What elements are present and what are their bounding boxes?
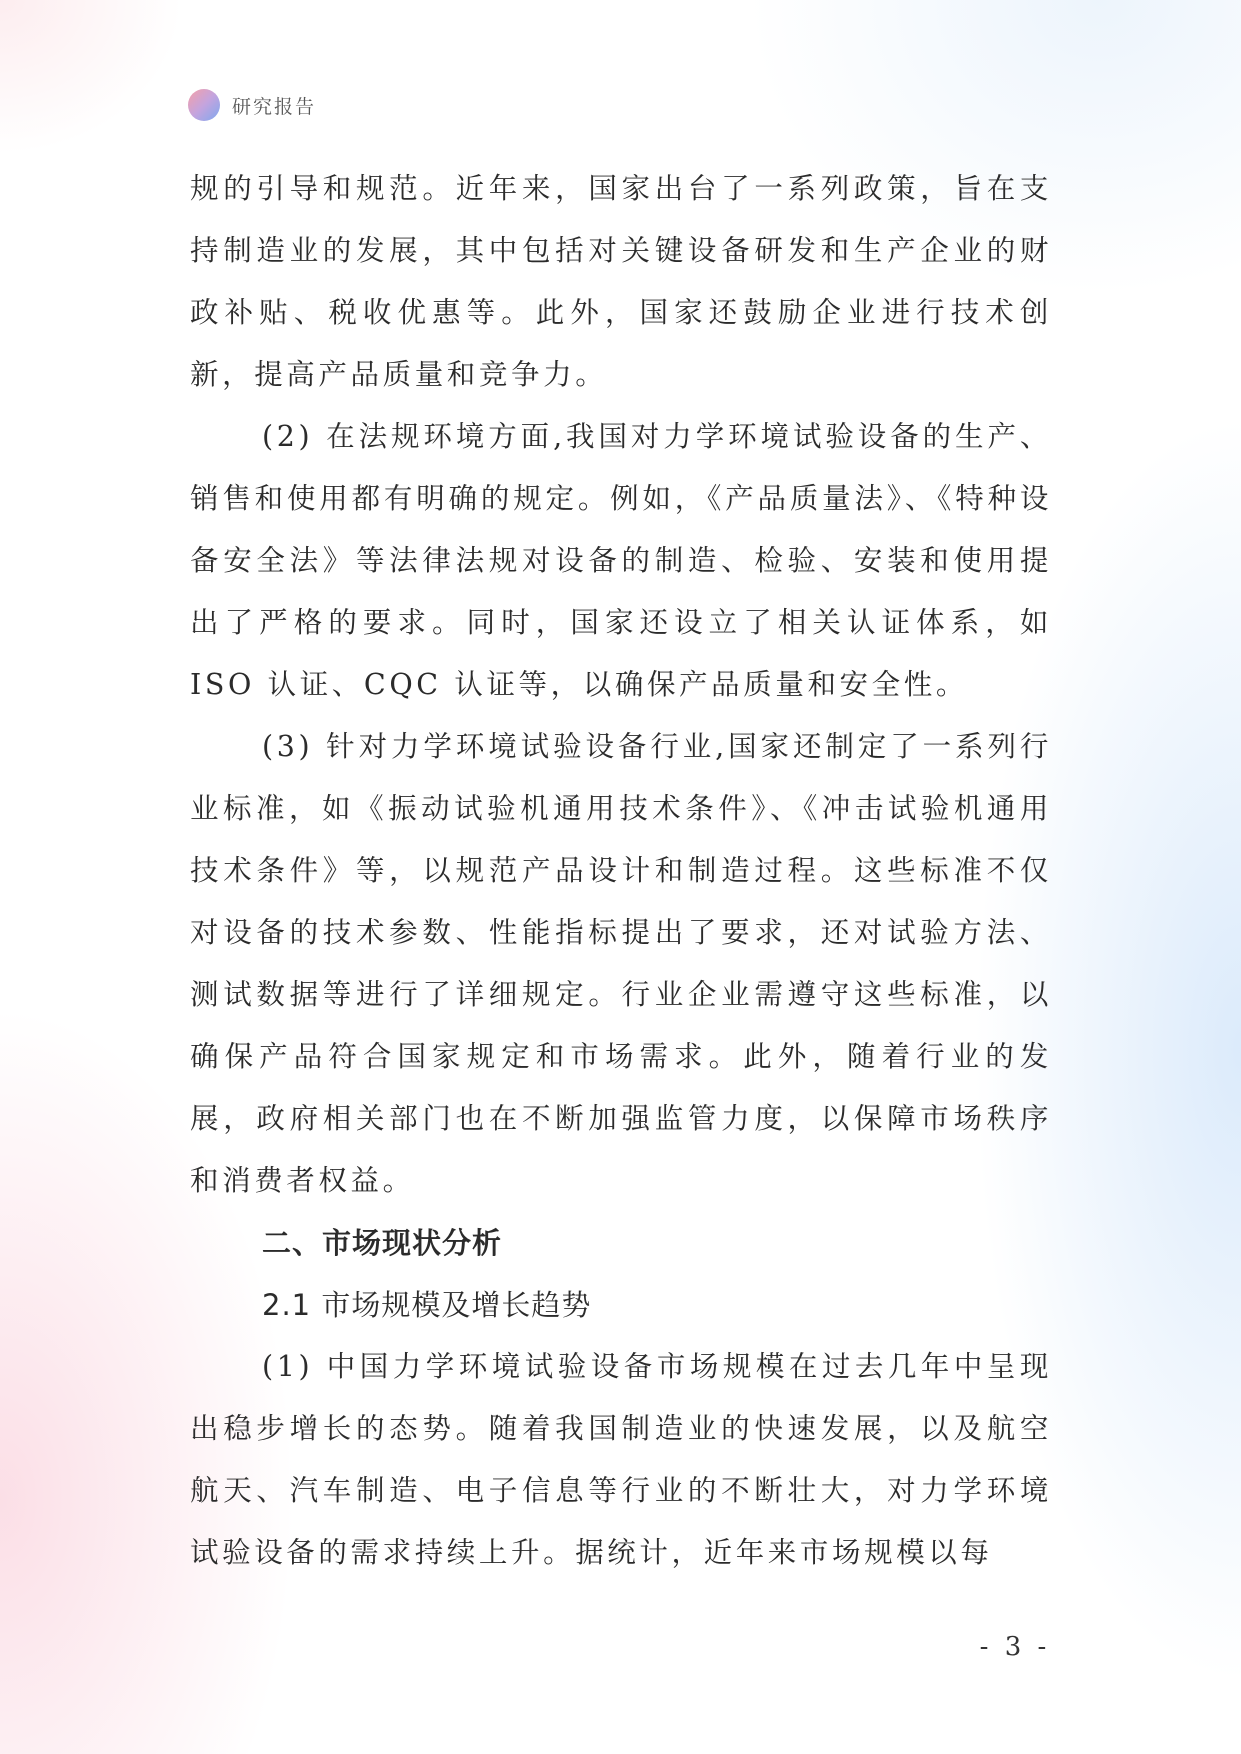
report-logo-icon <box>188 89 220 121</box>
page-number: - 3 - <box>979 1632 1051 1662</box>
body-paragraph: (1) 中国力学环境试验设备市场规模在过去几年中呈现出稳步增长的态势。随着我国制造业的快速发展，以及航空航天、汽车制造、电子信息等行业的不断壮大，对力学环境试验设备的需求持续上升。据统计，近年来市场规模以每 <box>190 1350 1052 1569</box>
body-paragraph: (2) 在法规环境方面,我国对力学环境试验设备的生产、销售和使用都有明确的规定。例如，《产品质量法》、《特种设备安全法》等法律法规对设备的制造、检验、安装和使用提出了严格的要求。同时，国家还设立了相关认证体系，如 ISO 认证、CQC 认证等，以确保产品质量和安全性。 <box>190 420 1052 701</box>
section-heading: 二、市场现状分析 <box>262 1226 503 1260</box>
document-body <box>190 158 1052 1584</box>
body-paragraph: 规的引导和规范。近年来，国家出台了一系列政策，旨在支持制造业的发展，其中包括对关键设备研发和生产企业的财政补贴、税收优惠等。此外，国家还鼓励企业进行技术创新，提高产品质量和竞争力。 <box>190 172 1052 391</box>
header-title: 研究报告 <box>232 95 317 118</box>
body-paragraph: (3) 针对力学环境试验设备行业,国家还制定了一系列行业标准，如《振动试验机通用技术条件》、《冲击试验机通用技术条件》等，以规范产品设计和制造过程。这些标准不仅对设备的技术参数、性能指标提出了要求，还对试验方法、测试数据等进行了详细规定。行业企业需遵守这些标准，以确保产品符合国家规定和市场需求。此外，随着行业的发展，政府相关部门也在不断加强监管力度，以保障市场秩序和消费者权益。 <box>190 730 1052 1197</box>
subsection-heading: 2.1 市场规模及增长趋势 <box>262 1288 592 1322</box>
page-header <box>188 88 316 122</box>
